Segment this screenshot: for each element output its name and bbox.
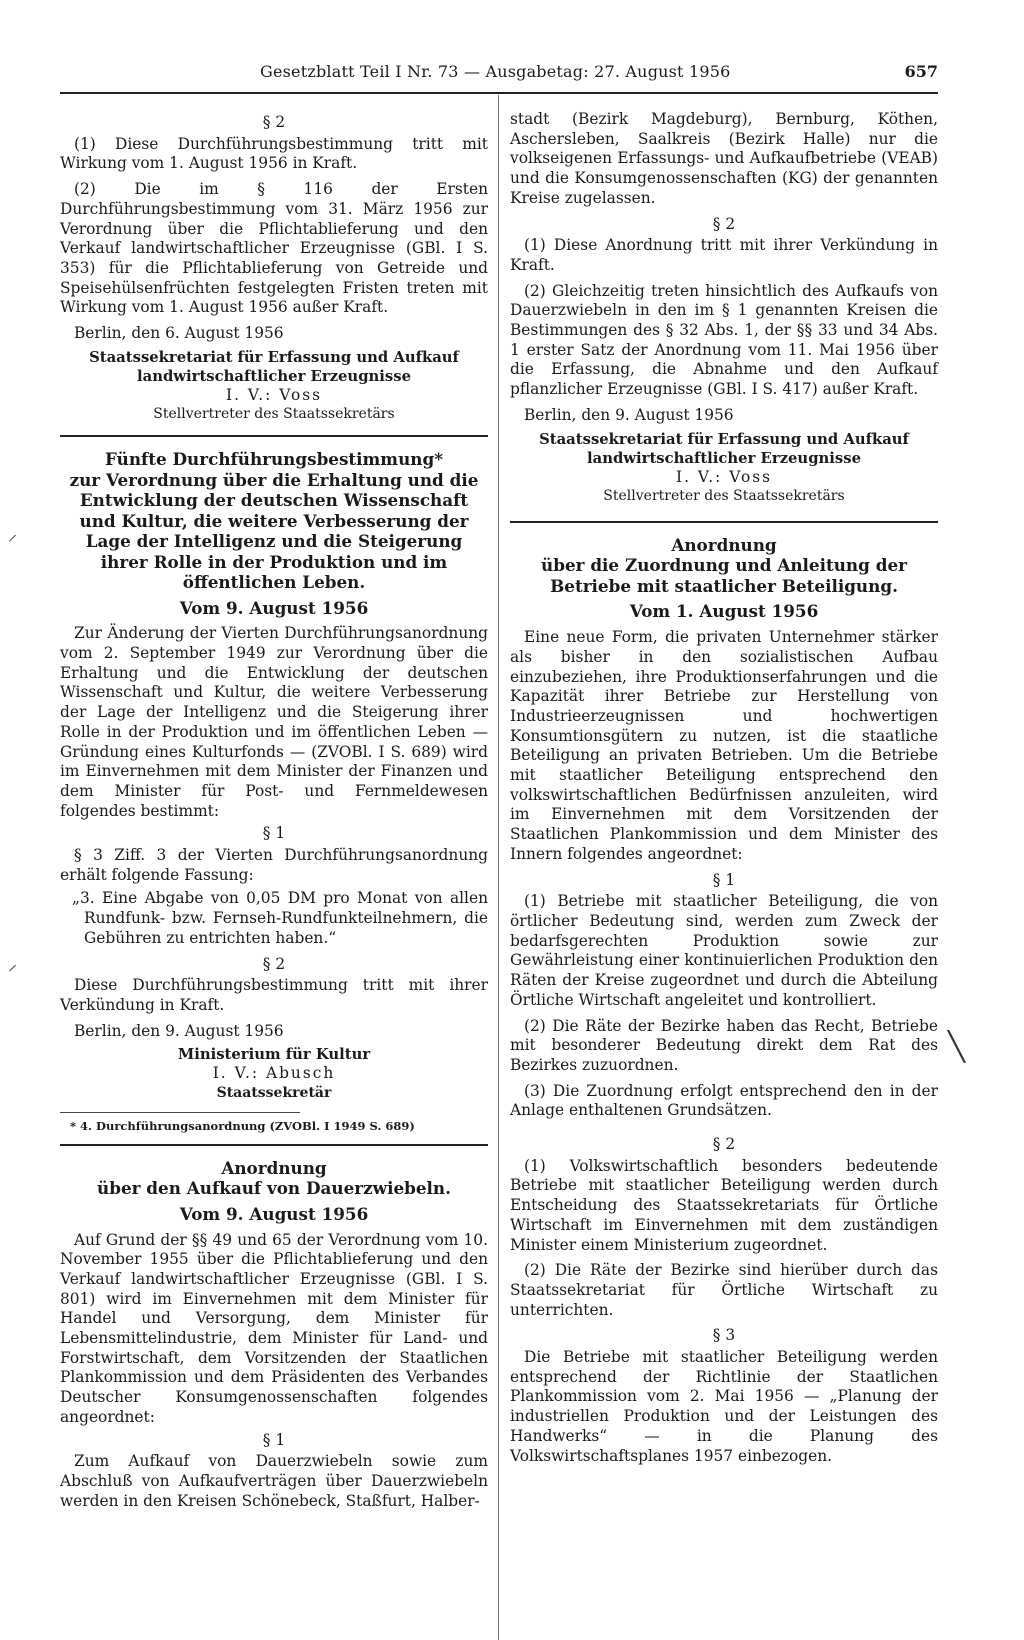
header-rule — [60, 92, 938, 94]
section-mark: § 1 — [262, 1430, 286, 1449]
paragraph: Zur Änderung der Vierten Durchführungsanordnung vom 2. September 1949 zur Verordnung über die Erhaltung und die Entwicklung der deutschen Wissenschaft und Kultur, die weitere Verbesserung der Lage der Intelligenz und die Steigerung ihrer Rolle in der Produktion und im öffentlichen Leben — Gründung eines Kulturfonds — (ZVOBl. I S. 689) wird im Einvernehmen mit dem Minister der Finanzen und dem Minister für Post- und Fernmeldewesen folgendes bestimmt: — [60, 624, 488, 820]
paragraph: (2) Die im § 116 der Ersten Durchführungsbestimmung vom 31. März 1956 zur Verordnung über die Pflichtablieferung und den Verkauf landwirtschaftlicher Erzeugnisse (GBl. I S. 353) für die Pflichtablieferung von Getreide und Speisehülsenfrüchten festgelegten Fristen treten mit Wirkung vom 1. August 1956 außer Kraft. — [60, 180, 488, 317]
section-rule — [60, 1144, 488, 1146]
section-mark: § 2 — [262, 113, 286, 131]
paragraph: (1) Diese Durchführungsbestimmung tritt mit Wirkung vom 1. August 1956 in Kraft. — [60, 134, 488, 173]
signature-organization: Staatssekretariat für Erfassung und Aufkauf — [89, 348, 459, 366]
section-mark: § 3 — [712, 1326, 736, 1345]
paragraph: Auf Grund der §§ 49 und 65 der Verordnung vom 10. November 1955 über die Pflichtablieferung und den Verkauf landwirtschaftlicher Erzeugnisse (GBl. I S. 801) wird im Einvernehmen mit dem Minister für Handel und Versorgung, dem Minister für Lebensmittelindustrie, dem Minister für Land- und Forstwirtschaft, dem Vorsitzenden der Staatlichen Plankommission und dem Präsidenten des Verbandes Deutscher Konsumgenossenschaften folgendes angeordnet: — [60, 1230, 488, 1426]
decree-title: Anordnung — [671, 534, 777, 555]
place-date: Berlin, den 6. August 1956 — [74, 324, 284, 343]
decree-title: Fünfte Durchführungsbestimmung* — [105, 449, 443, 470]
decree-subtitle: zur Verordnung über die Erhaltung und die Entwicklung der deutschen Wissenschaft und Kultur, die weitere Verbesserung der Lage der Intelligenz und die Steigerung ihrer Rolle in der Produktion und im öffentlichen Leben. — [69, 469, 479, 593]
left-column — [60, 110, 488, 1511]
paragraph: (2) Gleichzeitig treten hinsichtlich des Aufkaufs von Dauerzwiebeln in den im § 1 genannten Kreisen die Bestimmungen des § 32 Abs. 1, der §§ 33 und 34 Abs. 1 erster Satz der Anordnung vom 11. Mai 1956 über die Erfassung, die Abnahme und den Aufkauf pflanzlicher Erzeugnisse (GBl. I S. 417) außer Kraft. — [510, 281, 938, 399]
margin-mark-icon: ╲ — [948, 1030, 965, 1063]
section-mark: § 2 — [262, 954, 286, 973]
signature-role: Stellvertreter des Staatssekretärs — [603, 488, 845, 505]
footnote-rule — [60, 1112, 300, 1113]
paragraph: (3) Die Zuordnung erfolgt entsprechend den in der Anlage enthaltenen Grundsätzen. — [510, 1081, 938, 1120]
paragraph: (2) Die Räte der Bezirke haben das Recht, Betriebe mit besonderer Bedeutung direkt dem Rat des Bezirkes zuzuordnen. — [510, 1016, 938, 1074]
signature-name: I. V.: Voss — [675, 467, 773, 486]
page-number: 657 — [904, 62, 938, 81]
footnote: * 4. Durchführungsanordnung (ZVOBl. I 1949 S. 689) — [70, 1118, 415, 1133]
signature-name: I. V.: Voss — [225, 385, 323, 404]
signature-organization: Staatssekretariat für Erfassung und Aufkauf — [539, 430, 909, 448]
right-column — [510, 110, 938, 1466]
section-mark: § 1 — [262, 824, 286, 843]
paragraph: stadt (Bezirk Magdeburg), Bernburg, Köthen, Aschersleben, Saalkreis (Bezirk Halle) nur die volkseigenen Erfassungs- und Aufkaufbetriebe (VEAB) und die Konsumgenossenschaften (KG) der genannten Kreise zugelassen. — [510, 110, 938, 207]
signature-organization: landwirtschaftlicher Erzeugnisse — [586, 449, 861, 467]
decree-date: Vom 9. August 1956 — [179, 1203, 369, 1224]
decree-subtitle: über den Aufkauf von Dauerzwiebeln. — [97, 1178, 451, 1199]
signature-name: I. V.: Abusch — [212, 1064, 336, 1083]
paragraph: (1) Volkswirtschaftlich besonders bedeutende Betriebe mit staatlicher Beteiligung werden durch Entscheidung des Staatssekretariats für Örtliche Wirtschaft im Einvernehmen mit dem zuständigen Minister einem Ministerium zugeordnet. — [510, 1156, 938, 1254]
signature-role: Stellvertreter des Staatssekretärs — [153, 406, 395, 423]
paragraph: Diese Durchführungsbestimmung tritt mit ihrer Verkündung in Kraft. — [60, 976, 488, 1014]
section-rule — [60, 435, 488, 437]
paragraph: (1) Betriebe mit staatlicher Beteiligung, die von örtlicher Bedeutung sind, werden zum Zweck der bedarfsgerechten Produktion sowie zur Gewährleistung einer kontinuierlichen Produktion den Räten der Kreise zugeordnet und durch die Abteilung Örtliche Wirtschaft angeleitet und kontrolliert. — [510, 892, 938, 1009]
paragraph: Die Betriebe mit staatlicher Beteiligung werden entsprechend der Richtlinie der Staatlichen Plankommission vom 2. Mai 1956 — „Planung der industriellen Produktion und der Leistungen des Handwerks“ — in die Planung des Volkswirtschaftsplanes 1957 einbezogen. — [510, 1348, 938, 1465]
decree-title: Anordnung — [221, 1157, 327, 1178]
quoted-text: „3. Eine Abgabe von 0,05 DM pro Monat von allen Rundfunk- bzw. Fernseh-Rundfunkteilnehmern, die Gebühren zu entrichten haben.“ — [72, 889, 488, 947]
decree-date: Vom 9. August 1956 — [179, 597, 369, 618]
place-date: Berlin, den 9. August 1956 — [524, 405, 734, 424]
paragraph: § 3 Ziff. 3 der Vierten Durchführungsanordnung erhält folgende Fassung: — [60, 846, 488, 884]
place-date: Berlin, den 9. August 1956 — [74, 1021, 284, 1040]
margin-mark-icon: ⸝ — [8, 524, 17, 545]
column-divider — [498, 95, 499, 1640]
section-mark: § 2 — [712, 214, 736, 233]
decree-subtitle: über die Zuordnung und Anleitung der Betriebe mit staatlicher Beteiligung. — [541, 555, 907, 596]
signature-organization: landwirtschaftlicher Erzeugnisse — [136, 367, 411, 385]
paragraph: Eine neue Form, die privaten Unternehmer stärker als bisher in den sozialistischen Aufbau einzubeziehen, ihre Produktionserfahrungen und die Kapazität ihrer Betriebe zur Herstellung von Industrieerzeugnissen und hochwertigen Konsumtionsgütern zu nutzen, ist die staatliche Beteiligung an privaten Betrieben. Um die Betriebe mit staatlicher Beteiligung entsprechend den volkswirtschaftlichen Bedürfnissen anzuleiten, wird im Einvernehmen mit dem Vorsitzenden der Staatlichen Plankommission und dem Minister des Innern folgendes angeordnet: — [510, 628, 938, 863]
paragraph: (1) Diese Anordnung tritt mit ihrer Verkündung in Kraft. — [510, 236, 938, 274]
signature-role: Staatssekretär — [216, 1085, 332, 1102]
margin-mark-icon: ⸝ — [8, 954, 17, 975]
section-mark: § 1 — [712, 870, 736, 889]
paragraph: Zum Aufkauf von Dauerzwiebeln sowie zum Abschluß von Aufkaufverträgen über Dauerzwiebeln werden in den Kreisen Schönebeck, Staßfurt, Halber- — [60, 1452, 488, 1510]
section-mark: § 2 — [712, 1135, 736, 1154]
decree-date: Vom 1. August 1956 — [629, 601, 819, 622]
header-title: Gesetzblatt Teil I Nr. 73 — Ausgabetag: 27. August 1956 — [260, 62, 731, 81]
paragraph: (2) Die Räte der Bezirke sind hierüber durch das Staatssekretariat für Örtliche Wirtschaft zu unterrichten. — [510, 1261, 938, 1319]
signature-organization: Ministerium für Kultur — [177, 1046, 371, 1064]
section-rule — [510, 521, 938, 523]
page-header — [60, 62, 938, 86]
